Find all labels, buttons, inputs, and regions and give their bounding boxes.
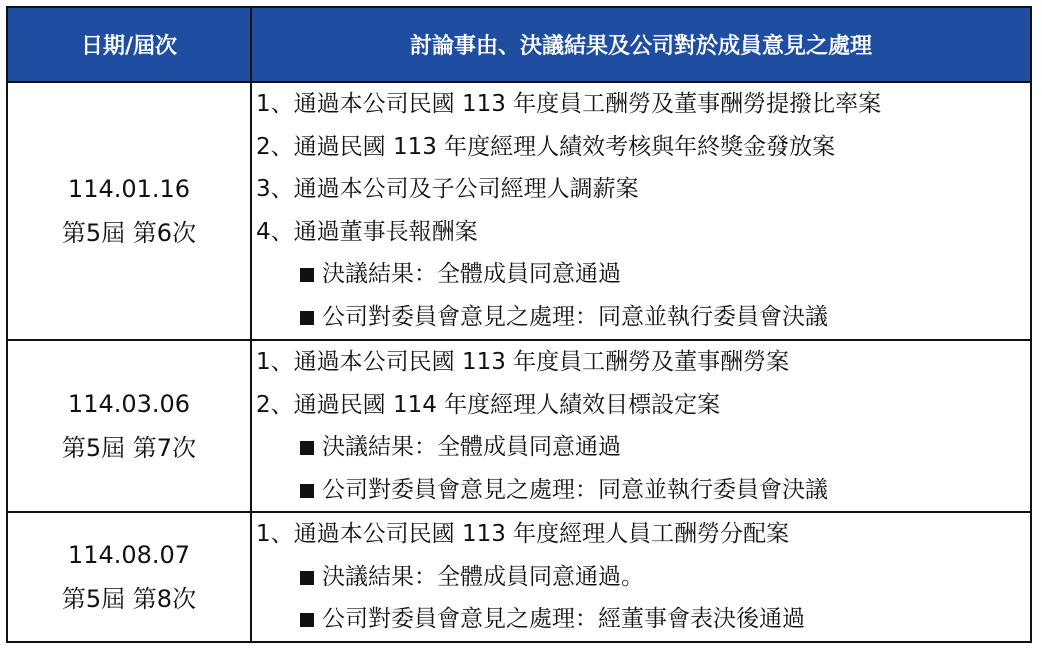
date-cell xyxy=(7,512,251,642)
agenda-item: 1、通過本公司民國 113 年度員工酬勞及董事酬勞案 xyxy=(256,349,790,375)
handling-text: 公司對委員會意見之處理：同意並執行委員會決議 xyxy=(322,303,828,330)
resolution-note xyxy=(252,253,1030,296)
meeting-date: 114.08.07 xyxy=(67,540,191,569)
date-cell xyxy=(7,340,251,512)
resolution-text: 決議結果：全體成員同意通過。 xyxy=(322,563,644,590)
header-date-session: 日期/屆次 xyxy=(7,7,251,82)
agenda-item: 1、通過本公司民國 113 年度經理人員工酬勞分配案 xyxy=(256,521,790,547)
agenda-item: 4、通過董事長報酬案 xyxy=(256,218,478,245)
resolution-note xyxy=(252,556,1030,599)
meeting-session: 第5屆 第7次 xyxy=(61,434,197,462)
bullet-square-icon xyxy=(300,441,314,455)
content-cell xyxy=(251,512,1031,642)
handling-note xyxy=(252,296,1030,339)
meeting-session: 第5屆 第6次 xyxy=(61,219,197,247)
meeting-date: 114.03.06 xyxy=(67,390,191,418)
handling-note xyxy=(252,469,1030,512)
handling-text: 公司對委員會意見之處理：經董事會表決後通過 xyxy=(322,606,805,632)
agenda-item: 2、通過民國 114 年度經理人績效目標設定案 xyxy=(256,391,721,418)
meeting-session: 第5屆 第8次 xyxy=(61,584,197,613)
meeting-date: 114.01.16 xyxy=(67,175,191,203)
resolution-text: 決議結果：全體成員同意通過 xyxy=(322,434,621,460)
content-cell xyxy=(251,82,1031,340)
header-content: 討論事由、決議結果及公司對於成員意見之處理 xyxy=(251,7,1031,82)
resolution-text: 決議結果：全體成員同意通過 xyxy=(322,261,621,287)
bullet-square-icon xyxy=(300,613,314,627)
handling-note xyxy=(252,598,1030,641)
table-header-row xyxy=(7,7,1031,82)
table-row xyxy=(7,82,1031,340)
table-row xyxy=(7,340,1031,512)
agenda-item: 1、通過本公司民國 113 年度員工酬勞及董事酬勞提撥比率案 xyxy=(256,91,882,117)
meeting-table xyxy=(6,6,1032,643)
resolution-note xyxy=(252,426,1030,469)
table-row xyxy=(7,512,1031,642)
bullet-square-icon xyxy=(300,311,314,325)
bullet-square-icon xyxy=(300,571,314,585)
bullet-square-icon xyxy=(300,268,314,282)
agenda-item: 2、通過民國 113 年度經理人績效考核與年終獎金發放案 xyxy=(256,133,836,160)
bullet-square-icon xyxy=(300,484,314,498)
content-cell xyxy=(251,340,1031,512)
agenda-item: 3、通過本公司及子公司經理人調薪案 xyxy=(256,176,639,202)
handling-text: 公司對委員會意見之處理：同意並執行委員會決議 xyxy=(322,476,828,503)
date-cell xyxy=(7,82,251,340)
